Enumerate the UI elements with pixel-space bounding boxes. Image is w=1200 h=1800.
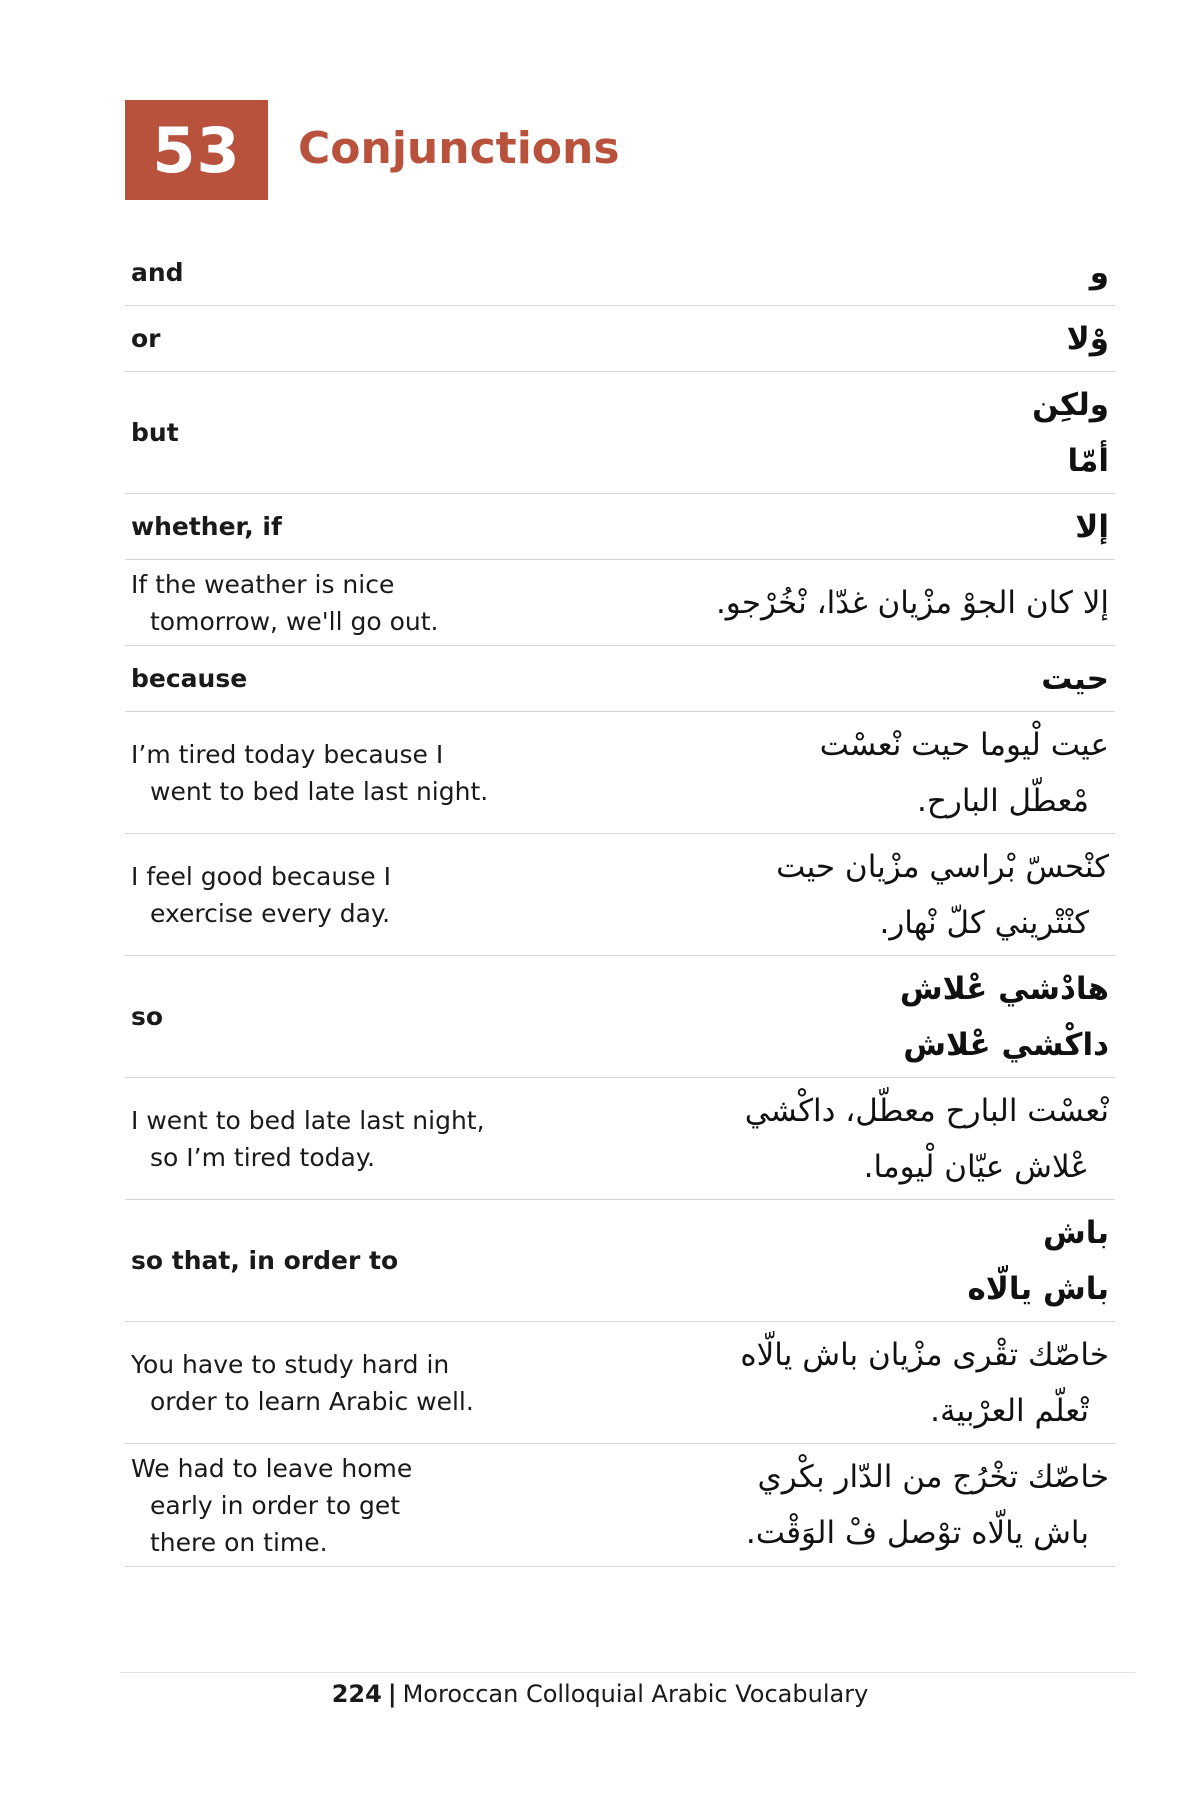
vocab-term-row — [125, 372, 1115, 494]
english-line: I feel good because I — [131, 861, 391, 891]
arabic-line: وْلا — [1066, 320, 1109, 357]
arabic-line: تْعلّم العرْبية. — [930, 1392, 1089, 1429]
vocab-term-row — [125, 494, 1115, 560]
vocab-example-row — [125, 834, 1115, 956]
english-example — [131, 736, 488, 810]
vocab-example-row — [125, 712, 1115, 834]
english-line: I went to bed late last night, — [131, 1105, 485, 1135]
arabic-line: مْعطّل البارح. — [916, 782, 1089, 819]
english-term: so — [131, 1002, 164, 1031]
arabic-example — [716, 575, 1109, 631]
arabic-line: باش يالّاه توْصل فْ الوَقْت. — [745, 1515, 1089, 1551]
english-example — [131, 1450, 412, 1561]
vocab-example-row — [125, 1444, 1115, 1567]
english-example — [131, 566, 439, 640]
vocab-term-row — [125, 306, 1115, 372]
vocab-term-row — [125, 646, 1115, 712]
arabic-line: كنْحسّ بْراسي مزْيان حيت — [776, 848, 1109, 885]
english-line: tomorrow, we'll go out. — [150, 606, 439, 636]
vocab-term-row — [125, 956, 1115, 1078]
footer-divider — [120, 1672, 1135, 1673]
arabic-line: خاصّك تقْرى مزْيان باش يالّاه — [740, 1336, 1109, 1373]
arabic-term — [1041, 651, 1109, 707]
vocab-term-row — [125, 240, 1115, 306]
arabic-example — [820, 717, 1109, 829]
english-line: early in order to get — [150, 1490, 401, 1520]
page-number: 224 — [331, 1680, 382, 1708]
arabic-example — [745, 1083, 1109, 1195]
arabic-term — [900, 961, 1109, 1073]
arabic-line: إلا كان الجوْ مزْيان غدّا، نْخُرْجو. — [715, 584, 1109, 621]
english-line: order to learn Arabic well. — [150, 1386, 474, 1416]
arabic-term — [1090, 245, 1109, 301]
arabic-line: إلا — [1075, 508, 1109, 545]
vocab-term-row — [125, 1200, 1115, 1322]
english-line: If the weather is nice — [131, 569, 395, 599]
arabic-example — [740, 1327, 1109, 1439]
vocab-example-row — [125, 1078, 1115, 1200]
english-line: We had to leave home — [131, 1453, 413, 1483]
arabic-line: و — [1089, 254, 1109, 291]
chapter-title: Conjunctions — [298, 122, 620, 174]
arabic-term — [1032, 377, 1109, 489]
arabic-line: أمّا — [1067, 442, 1109, 479]
arabic-line: هادْشي عْلاش — [899, 970, 1109, 1007]
english-line: so I’m tired today. — [150, 1142, 376, 1172]
arabic-line: داكْشي عْلاش — [903, 1026, 1109, 1063]
english-example — [131, 858, 391, 932]
arabic-example — [746, 1449, 1109, 1561]
english-term: and — [131, 258, 184, 287]
english-term: or — [131, 324, 161, 353]
arabic-line: باش — [1042, 1214, 1109, 1251]
vocab-example-row — [125, 560, 1115, 646]
english-term: whether, if — [131, 512, 282, 541]
page-footer — [0, 1680, 1200, 1708]
chapter-header — [125, 100, 620, 200]
arabic-term — [967, 1205, 1109, 1317]
arabic-line: نْعسْت البارح معطّل، داكْشي — [744, 1092, 1109, 1129]
english-line: You have to study hard in — [131, 1349, 450, 1379]
book-title: Moroccan Colloquial Arabic Vocabulary — [402, 1680, 869, 1708]
vocabulary-table — [125, 240, 1115, 1567]
arabic-line: حيت — [1041, 660, 1109, 697]
arabic-term — [1075, 499, 1109, 555]
english-term: so that, in order to — [131, 1246, 399, 1275]
arabic-line: عْلاش عيّان لْيوما. — [863, 1148, 1089, 1185]
arabic-line: كنْتْريني كلّ نْهار. — [879, 904, 1089, 941]
arabic-line: خاصّك تخْرُج من الدّار بكْري — [757, 1459, 1109, 1495]
english-example — [131, 1102, 485, 1176]
vocab-example-row — [125, 1322, 1115, 1444]
arabic-line: باش يالّاه — [967, 1270, 1109, 1307]
arabic-example — [776, 839, 1109, 951]
english-term: but — [131, 418, 179, 447]
english-line: there on time. — [150, 1527, 328, 1557]
english-line: I’m tired today because I — [131, 739, 444, 769]
arabic-line: عيت لْيوما حيت نْعسْت — [819, 726, 1109, 763]
chapter-number-badge: 53 — [125, 100, 268, 200]
english-line: exercise every day. — [150, 898, 391, 928]
english-example — [131, 1346, 474, 1420]
arabic-line: ولكِن — [1032, 386, 1109, 423]
english-term: because — [131, 664, 248, 693]
english-line: went to bed late last night. — [150, 776, 489, 806]
arabic-term — [1067, 311, 1109, 367]
footer-separator: | — [387, 1680, 397, 1708]
